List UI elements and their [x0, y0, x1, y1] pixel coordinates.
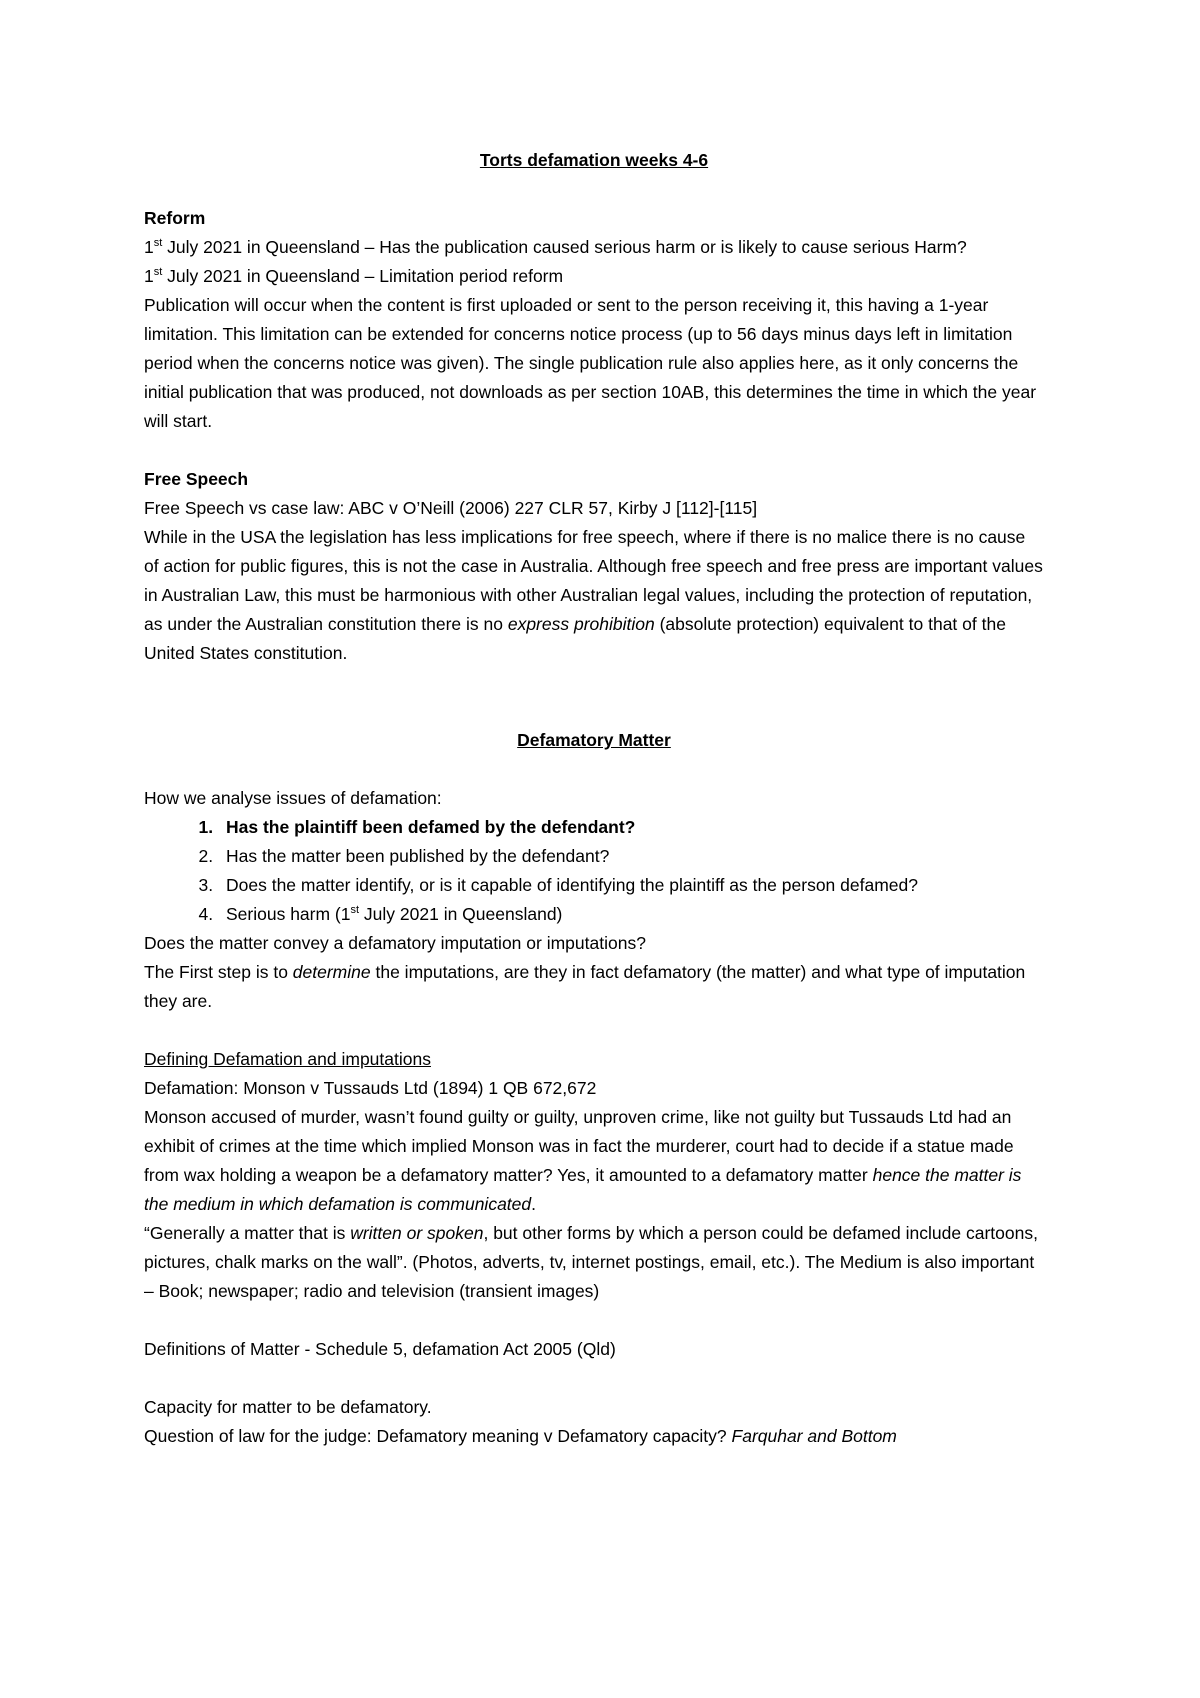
defamatory-matter-heading: Defamatory Matter [517, 730, 671, 750]
document-body [144, 146, 1044, 1451]
matter-quote-paragraph: “Generally a matter that is written or spoken, but other forms by which a person could be defamed include cartoons, pictures, chalk marks on the wall”. (Photos, adverts, tv, internet postings, email, etc.). The Medium is also important – Book; newspaper; radio and television (transient images) [144, 1223, 1038, 1301]
first-step-paragraph: The First step is to determine the imputations, are they in fact defamatory (the matter) and what type of imputation they are. [144, 962, 1026, 1011]
reform-line-1: 1st July 2021 in Queensland – Has the publication caused serious harm or is likely to cause serious Harm? [144, 237, 967, 257]
list-item: 3. Does the matter identify, or is it capable of identifying the plaintiff as the person defamed? [218, 871, 1044, 900]
monson-paragraph: Monson accused of murder, wasn’t found guilty or guilty, unproven crime, like not guilty but Tussauds Ltd had an exhibit of crimes at the time which implied Monson was in fact the murderer, court had to decide if a statue made from wax holding a weapon be a defamatory matter? Yes, it amounted to a defamatory matter hence the matter is the medium in which defamation is communicated. [144, 1107, 1022, 1214]
analysis-intro: How we analyse issues of defamation: [144, 788, 442, 808]
imputation-question: Does the matter convey a defamatory imputation or imputations? [144, 933, 646, 953]
reform-heading: Reform [144, 208, 206, 228]
reform-line-2: 1st July 2021 in Queensland – Limitation period reform [144, 266, 564, 286]
free-speech-paragraph: While in the USA the legislation has less implications for free speech, where if there is no malice there is no cause of action for public figures, this is not the case in Australia. Although free speech and free press are important values in Australian Law, this must be harmonious with other Australian legal values, including the protection of reputation, as under the Australian constitution there is no express prohibition (absolute protection) equivalent to that of the United States constitution. [144, 527, 1043, 663]
analysis-steps-list [144, 813, 1044, 929]
list-item: 2. Has the matter been published by the defendant? [218, 842, 1044, 871]
capacity-line-2: Question of law for the judge: Defamatory meaning v Defamatory capacity? Farquhar and Bottom [144, 1426, 897, 1446]
definitions-line: Definitions of Matter - Schedule 5, defamation Act 2005 (Qld) [144, 1339, 616, 1359]
list-item: 4. Serious harm (1st July 2021 in Queensland) [218, 900, 1044, 929]
document-title: Torts defamation weeks 4-6 [479, 150, 709, 170]
reform-paragraph: Publication will occur when the content is first uploaded or sent to the person receiving it, this having a 1-year limitation. This limitation can be extended for concerns notice process (up to 56 days minus days left in limitation period when the concerns notice was given). The single publication rule also applies here, as it only concerns the initial publication that was produced, not downloads as per section 10AB, this determines the time in which the year will start. [144, 295, 1037, 431]
free-speech-case-line: Free Speech vs case law: ABC v O’Neill (2006) 227 CLR 57, Kirby J [112]-[115] [144, 498, 758, 518]
capacity-line-1: Capacity for matter to be defamatory. [144, 1397, 432, 1417]
list-item: 1. Has the plaintiff been defamed by the defendant? [218, 813, 1044, 842]
free-speech-heading: Free Speech [144, 469, 249, 489]
defining-heading: Defining Defamation and imputations [144, 1049, 431, 1069]
defining-case-line: Defamation: Monson v Tussauds Ltd (1894) 1 QB 672,672 [144, 1078, 597, 1098]
